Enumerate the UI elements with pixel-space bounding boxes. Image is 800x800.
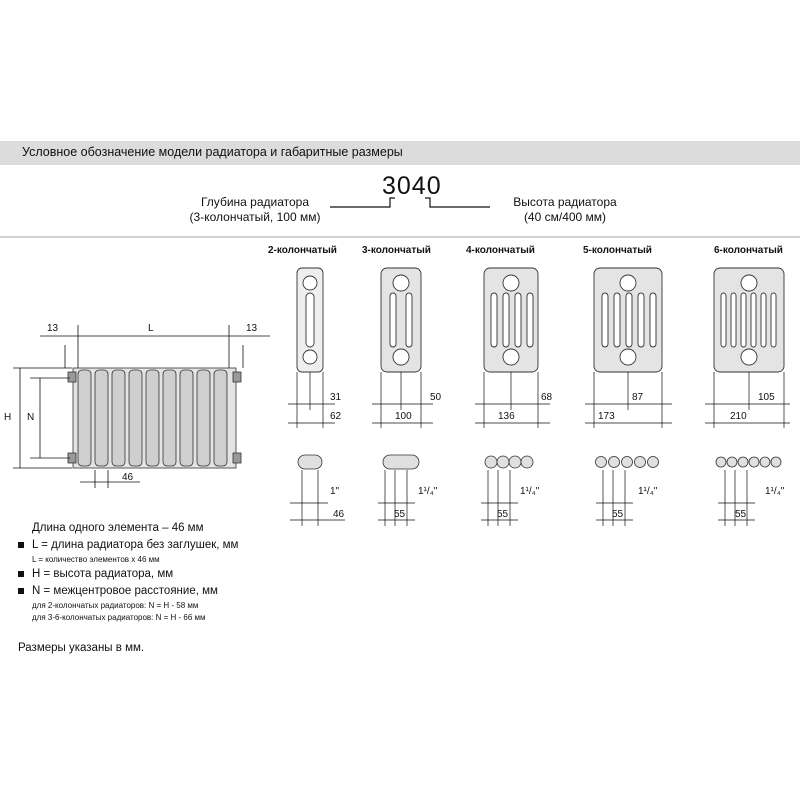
end-right-dim: 13 <box>246 323 258 334</box>
half-depth-5: 87 <box>632 392 644 403</box>
depth-dims <box>288 372 790 428</box>
legend-n-sub2: для 3-6-колончатых радиаторов: N = H - 66 мм <box>32 613 206 622</box>
depth-4: 136 <box>498 411 515 422</box>
legend-element-length: Длина одного элемента – 46 мм <box>32 522 204 534</box>
pitch-6: 55 <box>735 509 747 520</box>
pitch-dims <box>290 470 755 526</box>
legend-item-h <box>18 566 238 583</box>
column-title-4: 4-колончатый <box>466 245 535 256</box>
length-dim: L <box>148 323 154 334</box>
height-example-text: (40 см/400 мм) <box>523 210 607 224</box>
depth-label-text: Глубина радиатора <box>200 195 310 209</box>
legend-l-sub: L = количество элементов x 46 мм <box>32 555 160 564</box>
column-title-5: 5-колончатый <box>583 245 652 256</box>
bullet-icon <box>18 542 24 548</box>
units-note: Размеры указаны в мм. <box>18 642 145 654</box>
pitch-5: 55 <box>612 509 624 520</box>
depth-5: 173 <box>598 411 615 422</box>
column-title-3: 3-колончатый <box>362 245 431 256</box>
depth-example-text: (3-колончатый, 100 мм) <box>189 210 321 224</box>
column-title-6: 6-колончатый <box>714 245 783 256</box>
height-label-text: Высота радиатора <box>513 195 617 209</box>
thread-3: 1¹/₄" <box>418 486 438 497</box>
pitch-3: 55 <box>394 509 406 520</box>
column-title-2: 2-колончатый <box>268 245 337 256</box>
element-dim: 46 <box>122 472 134 483</box>
legend-item-l <box>18 537 238 554</box>
pitch-2: 46 <box>333 509 345 520</box>
column-front-views <box>297 268 784 372</box>
legend-l-text: L = длина радиатора без заглушек, мм <box>32 539 239 551</box>
thread-5: 1¹/₄" <box>638 486 658 497</box>
header-title: Условное обозначение модели радиатора и габаритные размеры <box>22 145 403 159</box>
center-dim: N <box>27 412 35 423</box>
half-depth-6: 105 <box>758 392 775 403</box>
depth-2: 62 <box>330 411 342 422</box>
thread-2: 1" <box>330 486 340 497</box>
end-left-dim: 13 <box>47 323 59 334</box>
bullet-icon <box>18 571 24 577</box>
legend-h-text: H = высота радиатора, мм <box>32 568 174 580</box>
half-depth-2: 31 <box>330 392 342 403</box>
thread-4: 1¹/₄" <box>520 486 540 497</box>
legend-item-n <box>18 583 238 600</box>
thread-6: 1¹/₄" <box>765 486 785 497</box>
side-view-radiator <box>68 368 241 468</box>
bullet-icon <box>18 588 24 594</box>
code-brackets <box>330 198 490 207</box>
depth-6: 210 <box>730 411 747 422</box>
half-depth-4: 68 <box>541 392 553 403</box>
depth-3: 100 <box>395 411 412 422</box>
legend-n-sub1: для 2-колончатых радиаторов: N = H - 58 мм <box>32 601 199 610</box>
pitch-4: 55 <box>497 509 509 520</box>
legend-n-text: N = межцентровое расстояние, мм <box>32 585 218 597</box>
column-top-views <box>298 455 781 469</box>
model-code: 3040 <box>382 172 442 200</box>
height-dim: H <box>4 412 12 423</box>
half-depth-3: 50 <box>430 392 442 403</box>
legend <box>18 520 238 624</box>
